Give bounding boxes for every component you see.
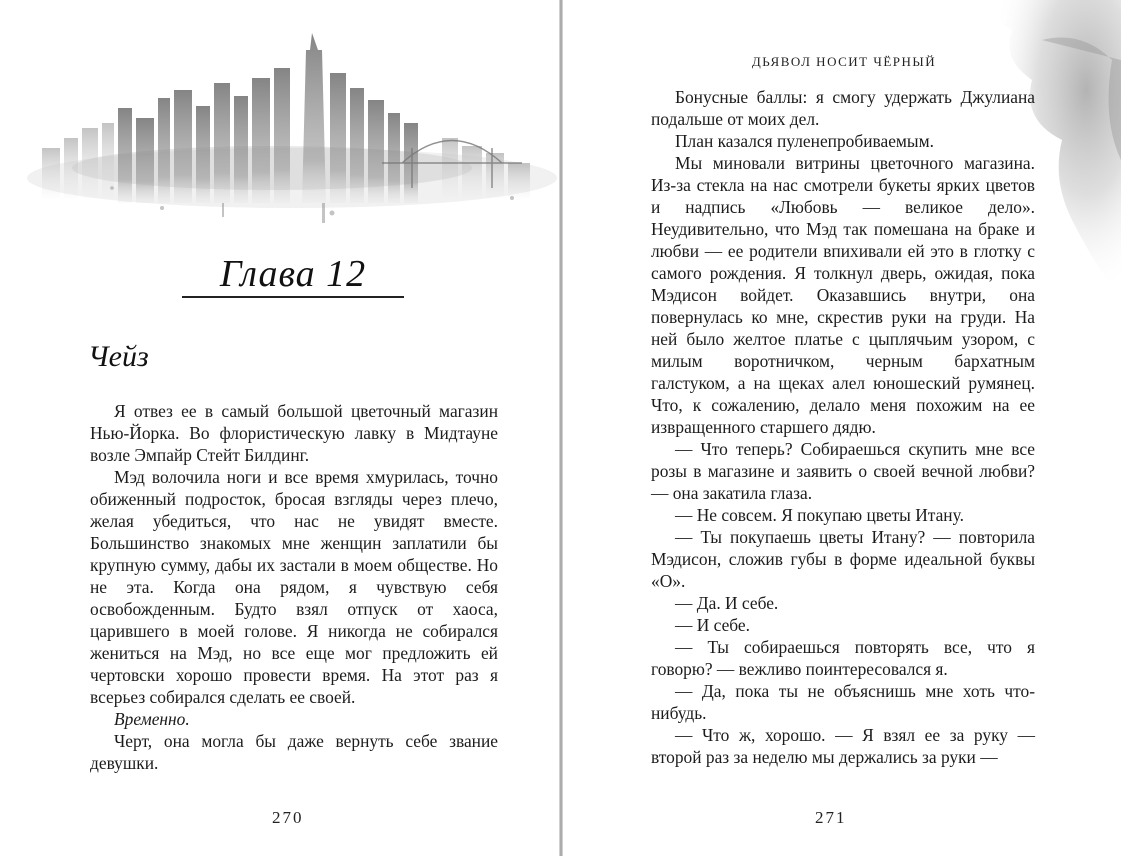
dialogue-paragraph: — Ты покупаешь цветы Итану? — повторила Мэдисон, сложив губы в форме идеальной буквы «О». xyxy=(651,527,1035,591)
chapter-title: Глава 12 xyxy=(219,253,367,295)
body-paragraph: План казался пуленепробиваемым. xyxy=(675,131,934,151)
dialogue-paragraph: — Да, пока ты не объяснишь мне хоть что-нибудь. xyxy=(651,681,1035,723)
pov-character-name: Чейз xyxy=(88,340,149,373)
page-number-left: 270 xyxy=(272,808,304,827)
dialogue-paragraph: — Ты собираешься повторять все, что я говорю? — вежливо поинтересовался я. xyxy=(651,637,1035,679)
body-paragraph: Мэд волочила ноги и все время хмурилась, точно обиженный подросток, бросая взгляды через плечо, желая убедиться, что нас не увидят вместе. Большинство знакомых мне женщин заплатили бы крупную сумму, дабы их застали в моем обществе. Но не эта. Когда она рядом, я чувствую себя освобожденным. Будто взял отпуск от хаоса, царившего в моей голове. Я никогда не собирался жениться на Мэд, но все еще мог предложить ей чертовски хорошо провести время. На этот раз я всерьез собирался сделать ее своей. xyxy=(90,467,498,707)
dialogue-paragraph: — Что теперь? Собираешься скупить мне все розы в магазине и заявить о своей вечной любви? — она закатила глаза. xyxy=(651,439,1035,503)
page-number-right: 271 xyxy=(815,808,847,827)
body-paragraph: Мы миновали витрины цветочного магазина. Из-за стекла на нас смотрели букеты ярких цветов и надпись «Любовь — великое дело». Неудивительно, что Мэд так помешана на браке и любви — ее родители впихивали ей это в глотку с самого рождения. Я толкнул дверь, ожидая, пока Мэдисон войдет. Оказавшись внутри, она повернулась ко мне, скрестив руки на груди. На ней было желтое платье с цыплячьим узором, с милым воротничком, черным бархатным галстуком, а на щеках алел юношеский румянец. Что, к сожалению, делало меня похожим на ее извращенного старшего дядю. xyxy=(651,153,1035,437)
right-page-body-text xyxy=(651,86,1035,768)
body-paragraph: Я отвез ее в самый большой цветочный магазин Нью-Йорка. Во флористическую лавку в Мидтауне возле Эмпайр Стейт Билдинг. xyxy=(90,401,498,465)
chapter-title-underline xyxy=(182,296,404,298)
right-page xyxy=(562,0,1121,856)
dialogue-paragraph: — Не совсем. Я покупаю цветы Итану. xyxy=(675,505,964,525)
body-paragraph: Черт, она могла бы даже вернуть себе звание девушки. xyxy=(90,731,498,773)
body-paragraph: Бонусные баллы: я смогу удержать Джулиана подальше от моих дел. xyxy=(651,87,1035,129)
city-skyline-illustration xyxy=(22,28,561,228)
dialogue-paragraph: — Что ж, хорошо. — Я взял ее за руку — второй раз за неделю мы держались за руки — xyxy=(651,725,1035,767)
dialogue-paragraph: — И себе. xyxy=(675,615,750,635)
running-head: ДЬЯВОЛ НОСИТ ЧЁРНЫЙ xyxy=(751,54,937,69)
dialogue-paragraph: — Да. И себе. xyxy=(675,593,779,613)
left-page-body-text xyxy=(90,400,498,774)
body-paragraph-italic: Временно. xyxy=(114,709,190,729)
